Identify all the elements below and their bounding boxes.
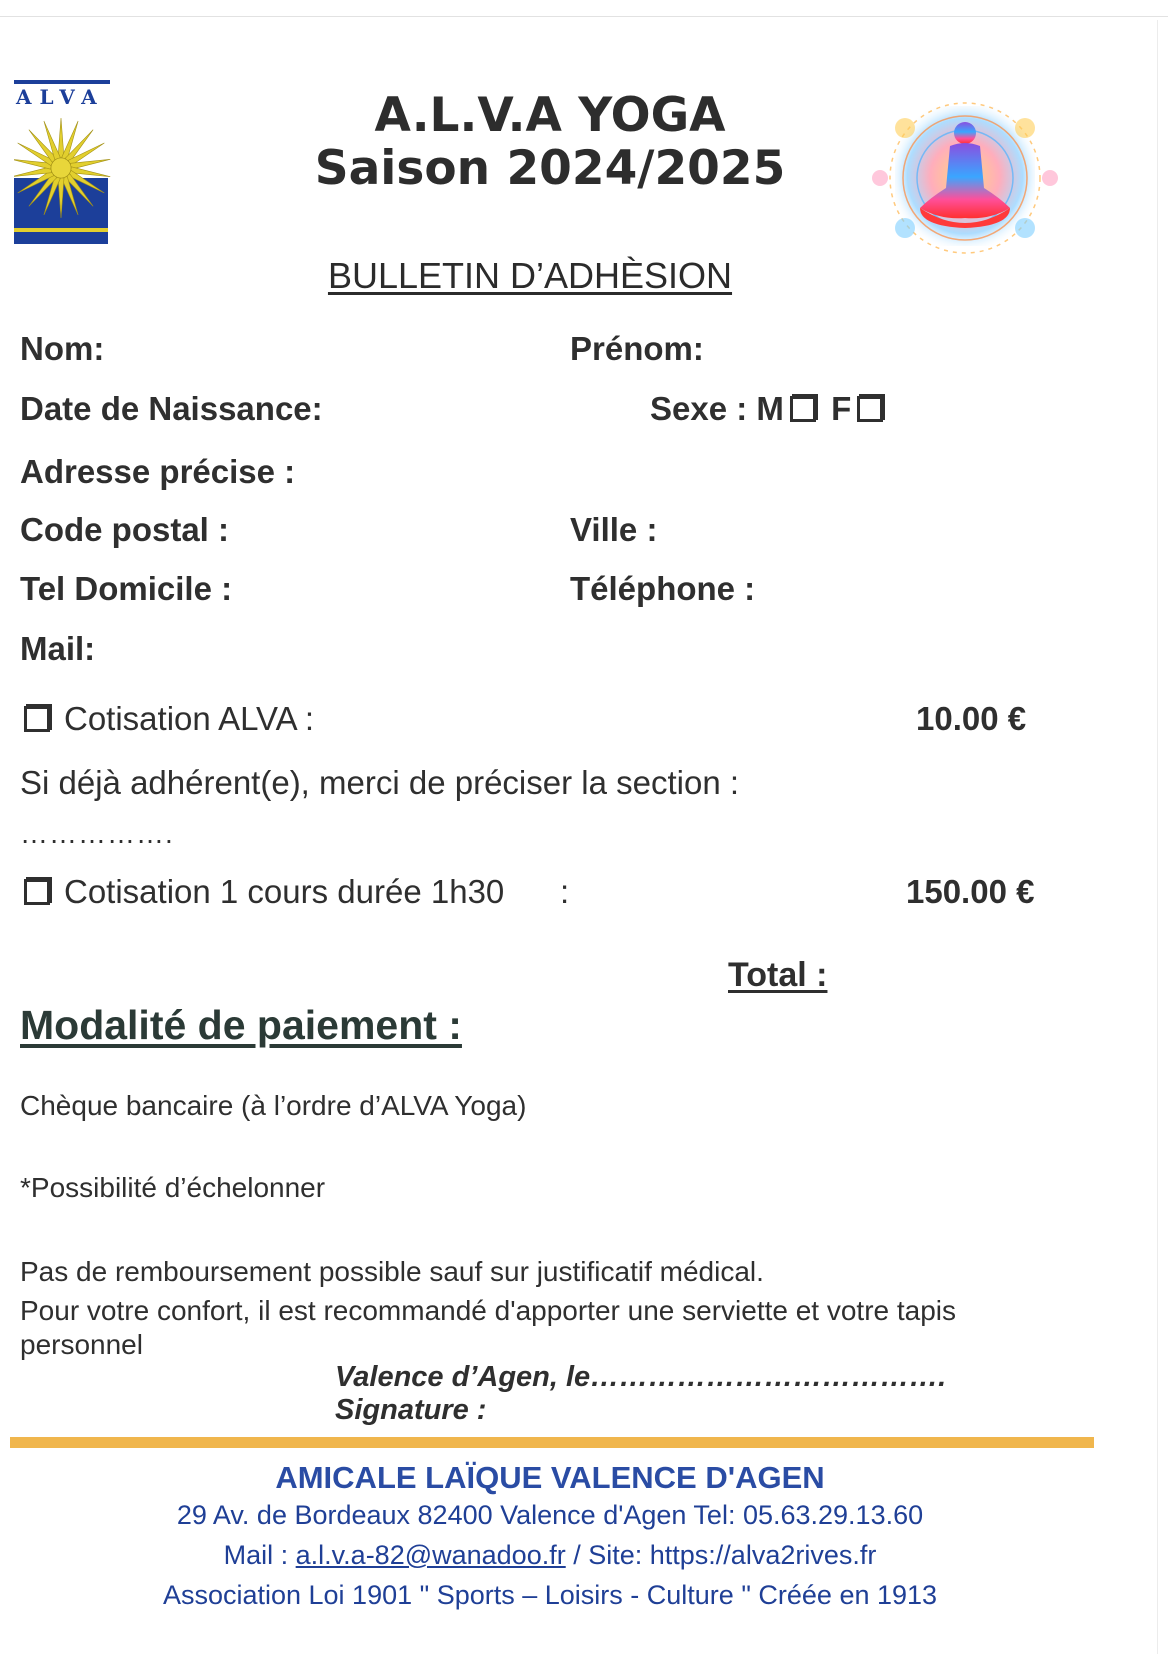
sexe-m-label: M — [756, 390, 784, 427]
tel-domicile-field[interactable]: Tel Domicile : — [20, 570, 233, 607]
footer-contact — [0, 1540, 1100, 1571]
lieu-date-field[interactable]: Valence d’Agen, le………………………………. — [335, 1361, 947, 1393]
sexe-field — [650, 390, 889, 428]
cotisation-cours-row — [20, 873, 504, 911]
confort-text-line1: Pour votre confort, il est recommandé d'apporter une serviette et votre tapis — [20, 1295, 957, 1326]
footer-divider — [10, 1437, 1094, 1448]
cotisation-alva-row — [20, 700, 314, 738]
footer-mail-link[interactable]: a.l.v.a-82@wanadoo.fr — [295, 1540, 566, 1570]
sexe-m-checkbox[interactable] — [790, 396, 816, 422]
cotisation-alva-amount: 10.00 € — [916, 700, 1027, 737]
alva-logo — [14, 80, 112, 250]
right-scan-edge — [1157, 20, 1158, 1654]
paiement-heading: Modalité de paiement : — [20, 1002, 462, 1048]
cotisation-cours-label: Cotisation 1 cours durée 1h30 — [64, 873, 505, 910]
footer-association: Association Loi 1901 " Sports – Loisirs - Culture " Créée en 1913 — [162, 1580, 938, 1610]
ville-field[interactable]: Ville : — [570, 511, 658, 548]
footer-mail-label: Mail : — [223, 1540, 296, 1570]
footer-site-link[interactable]: https://alva2rives.fr — [649, 1540, 877, 1570]
deja-adherent-text: Si déjà adhérent(e), merci de préciser la section : — [20, 764, 740, 801]
top-scan-edge — [0, 16, 1168, 17]
sexe-f-checkbox[interactable] — [857, 396, 883, 422]
nom-field[interactable]: Nom: — [20, 330, 105, 367]
adresse-field[interactable]: Adresse précise : — [20, 453, 296, 490]
total-label: Total : — [728, 956, 828, 994]
sexe-f-label: F — [831, 390, 852, 427]
section-dots-field[interactable]: ……………. — [20, 818, 174, 849]
code-postal-field[interactable]: Code postal : — [20, 511, 230, 548]
cotisation-cours-amount: 150.00 € — [906, 873, 1035, 910]
cotisation-cours-colon: : — [560, 873, 570, 910]
cotisation-alva-checkbox[interactable] — [24, 706, 50, 732]
echelonner-text: *Possibilité d’échelonner — [20, 1172, 326, 1203]
logo-text: ALVA — [16, 85, 105, 109]
footer-site-label: / Site: — [565, 1540, 650, 1570]
date-naissance-field[interactable]: Date de Naissance: — [20, 390, 323, 427]
confort-text-line2: personnel — [20, 1329, 143, 1360]
telephone-field[interactable]: Téléphone : — [570, 570, 756, 607]
cotisation-alva-label: Cotisation ALVA : — [64, 700, 315, 737]
logo-top-bar — [14, 80, 110, 84]
season-title: Saison 2024/2025 — [314, 141, 786, 196]
yoga-meditation-icon — [860, 88, 1070, 268]
cheque-text: Chèque bancaire (à l’ordre d’ALVA Yoga) — [20, 1090, 527, 1121]
cotisation-cours-checkbox[interactable] — [24, 879, 50, 905]
footer-org-name: AMICALE LAÏQUE VALENCE D'AGEN — [275, 1460, 825, 1495]
signature-field[interactable]: Signature : — [335, 1394, 487, 1426]
mail-field[interactable]: Mail: — [20, 630, 96, 667]
sexe-label: Sexe : — [650, 390, 748, 427]
form-subtitle: BULLETIN D’ADHÈSION — [327, 255, 733, 296]
sun-emblem-icon — [14, 110, 112, 250]
remboursement-text: Pas de remboursement possible sauf sur justificatif médical. — [20, 1256, 764, 1287]
page-title: A.L.V.A YOGA — [374, 88, 726, 143]
footer-address: 29 Av. de Bordeaux 82400 Valence d'Agen Tel: 05.63.29.13.60 — [176, 1500, 924, 1530]
prenom-field[interactable]: Prénom: — [570, 330, 704, 367]
